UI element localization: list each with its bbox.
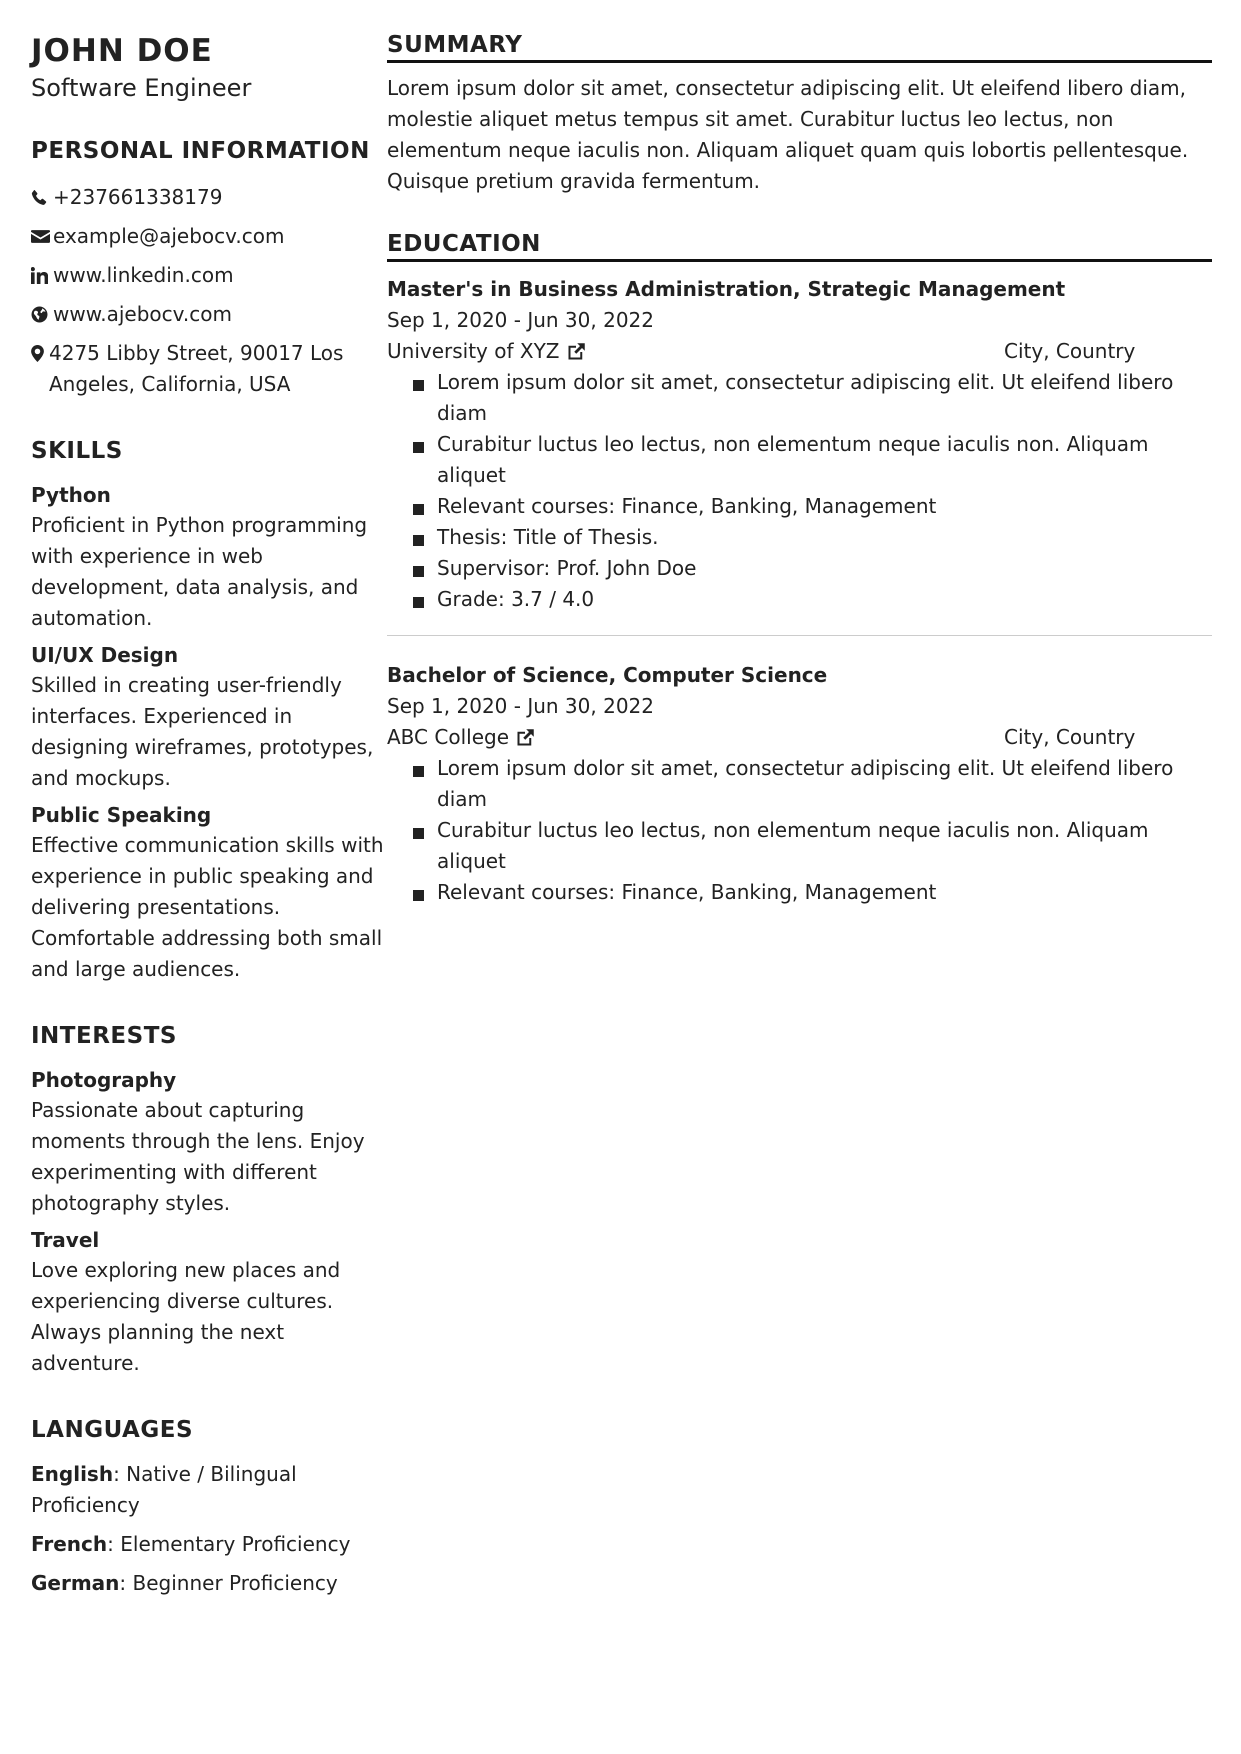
interests-list: [31, 1065, 386, 1379]
language-item: [31, 1459, 386, 1521]
external-link-icon[interactable]: [515, 728, 535, 748]
list-item: Curabitur luctus leo lectus, non elementum neque iaculis non. Aliquam aliquet: [413, 815, 1212, 877]
interest-description: Passionate about capturing moments through the lens. Enjoy experimenting with different photography styles.: [31, 1098, 365, 1215]
skill-description: Skilled in creating user-friendly interfaces. Experienced in designing wireframes, prototypes, and mockups.: [31, 673, 374, 790]
external-link-icon[interactable]: [566, 342, 586, 362]
summary-text: Lorem ipsum dolor sit amet, consectetur adipiscing elit. Ut eleifend libero diam, molestie aliquet metus tempus sit amet. Curabitur luctus leo lectus, non elementum neque iaculis non. Aliquam aliquet quam quis lobortis pellentesque. Quisque pretium gravida fermentum.: [387, 76, 1189, 193]
language-level: : Elementary Proficiency: [107, 1532, 351, 1556]
language-level: : Beginner Proficiency: [119, 1571, 338, 1595]
education-dates: Sep 1, 2020 - Jun 30, 2022: [387, 308, 654, 332]
skill-description: Effective communication skills with experience in public speaking and delivering presentations. Comfortable addressing both small and large audiences.: [31, 833, 384, 981]
contact-linkedin: [31, 260, 386, 291]
education-entry: [387, 274, 1212, 615]
linkedin-url[interactable]: www.linkedin.com: [53, 263, 234, 287]
linkedin-icon: [31, 260, 53, 291]
language-item: [31, 1568, 386, 1599]
full-name: JOHN DOE: [31, 33, 213, 69]
language-name: German: [31, 1571, 120, 1595]
list-item: Thesis: Title of Thesis.: [413, 522, 1212, 553]
list-item: Lorem ipsum dolor sit amet, consectetur adipiscing elit. Ut eleifend libero diam: [413, 367, 1212, 429]
left-column: [31, 30, 386, 1607]
email-address[interactable]: example@ajebocv.com: [53, 224, 285, 248]
skill-name: Public Speaking: [31, 803, 212, 827]
skill-item: [31, 640, 386, 794]
education-bullets: [387, 367, 1212, 615]
contact-email: [31, 221, 386, 252]
language-name: English: [31, 1462, 114, 1486]
institution-location: City, Country: [1004, 339, 1136, 363]
institution-cell: [387, 722, 1004, 753]
interest-description: Love exploring new places and experiencing diverse cultures. Always planning the next adventure.: [31, 1258, 341, 1375]
list-item: Lorem ipsum dolor sit amet, consectetur adipiscing elit. Ut eleifend libero diam: [413, 753, 1212, 815]
institution-name[interactable]: University of XYZ: [387, 339, 560, 363]
skills-list: [31, 480, 386, 985]
languages-heading: LANGUAGES: [31, 1417, 194, 1443]
phone-number[interactable]: +237661338179: [53, 185, 223, 209]
list-item: Grade: 3.7 / 4.0: [413, 584, 1212, 615]
interest-name: Travel: [31, 1228, 100, 1252]
personal-info-heading: PERSONAL INFORMATION: [31, 138, 370, 164]
education-dates: Sep 1, 2020 - Jun 30, 2022: [387, 694, 654, 718]
degree-title: Master's in Business Administration, Strategic Management: [387, 277, 1066, 301]
institution-row: [387, 722, 1212, 753]
institution-row: [387, 336, 1212, 367]
education-heading: EDUCATION: [387, 229, 1212, 262]
list-item: Supervisor: Prof. John Doe: [413, 553, 1212, 584]
interest-item: [31, 1225, 386, 1379]
contact-list: [31, 182, 386, 400]
languages-list: [31, 1459, 386, 1599]
website-url[interactable]: www.ajebocv.com: [53, 302, 232, 326]
list-item: Relevant courses: Finance, Banking, Management: [413, 877, 1212, 908]
education-entry: [387, 660, 1212, 908]
language-item: [31, 1529, 386, 1560]
right-column: [387, 30, 1212, 908]
interests-heading: INTERESTS: [31, 1023, 177, 1049]
skill-item: [31, 480, 386, 634]
contact-website: [31, 299, 386, 330]
interest-item: [31, 1065, 386, 1219]
contact-phone: [31, 182, 386, 213]
envelope-icon: [31, 221, 53, 252]
address: 4275 Libby Street, 90017 Los Angeles, California, USA: [49, 341, 344, 396]
contact-address: [31, 338, 386, 400]
institution-cell: [387, 336, 1004, 367]
skill-name: Python: [31, 483, 111, 507]
education-bullets: [387, 753, 1212, 908]
globe-icon: [31, 299, 53, 330]
summary-heading: SUMMARY: [387, 30, 1212, 63]
language-level: : Native / Bilingual Proficiency: [31, 1462, 297, 1517]
degree-title: Bachelor of Science, Computer Science: [387, 663, 828, 687]
institution-name[interactable]: ABC College: [387, 725, 509, 749]
skill-description: Proficient in Python programming with experience in web development, data analysis, and automation.: [31, 513, 368, 630]
list-item: Curabitur luctus leo lectus, non elementum neque iaculis non. Aliquam aliquet: [413, 429, 1212, 491]
skill-name: UI/UX Design: [31, 643, 179, 667]
skills-heading: SKILLS: [31, 438, 123, 464]
phone-icon: [31, 182, 53, 213]
education-divider: [387, 635, 1212, 636]
institution-location: City, Country: [1004, 725, 1136, 749]
map-marker-icon: [31, 338, 49, 369]
job-title: Software Engineer: [31, 74, 252, 102]
list-item: Relevant courses: Finance, Banking, Management: [413, 491, 1212, 522]
interest-name: Photography: [31, 1068, 177, 1092]
skill-item: [31, 800, 386, 985]
language-name: French: [31, 1532, 108, 1556]
